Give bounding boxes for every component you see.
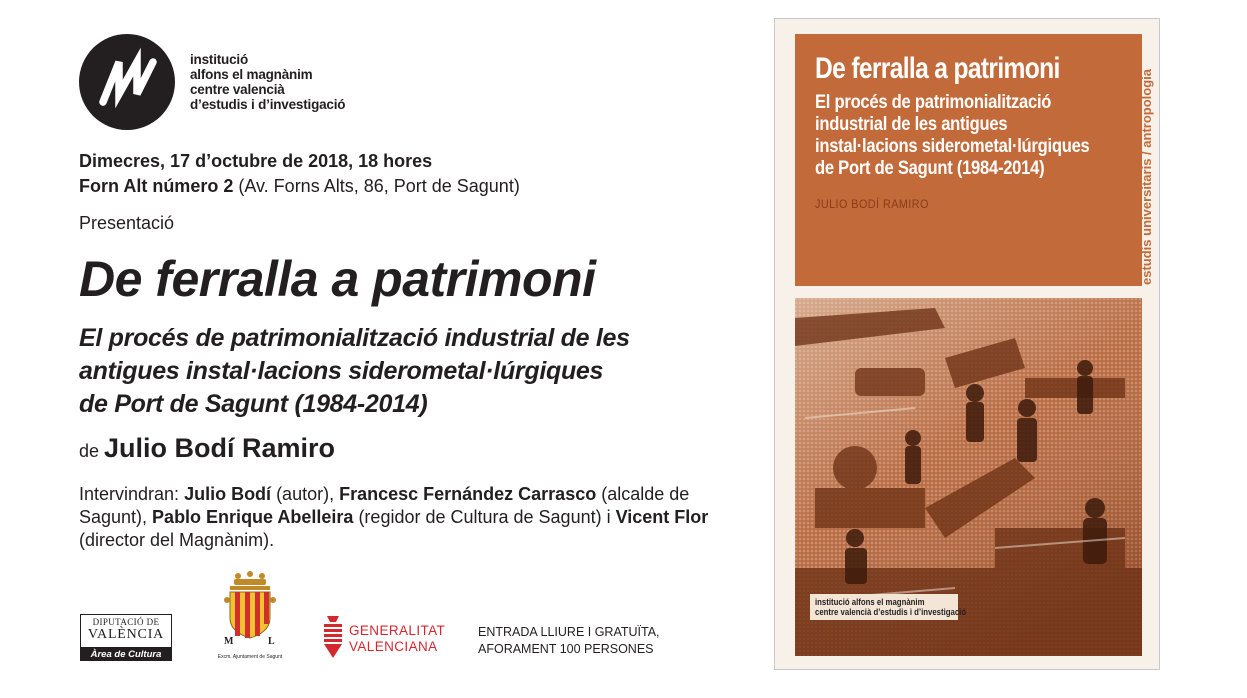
cover-subtitle-line-1: El procés de patrimonialització — [815, 91, 1052, 113]
generalitat-line-2: VALENCIANA — [349, 639, 438, 654]
book-subtitle — [79, 322, 630, 421]
entry-note-line-1: ENTRADA LLIURE I GRATUÏTA, — [478, 625, 660, 639]
magnanim-logo-icon — [79, 34, 175, 130]
speakers-paragraph — [79, 483, 719, 552]
cover-author: JULIO BODÍ RAMIRO — [815, 197, 929, 211]
generalitat-emblem-icon — [321, 614, 345, 660]
diputacio-line-3: Àrea de Cultura — [80, 648, 172, 661]
institution-logo — [79, 34, 175, 130]
institution-line-3: centre valencià — [190, 82, 285, 97]
entry-note-line-2: AFORAMENT 100 PERSONES — [478, 642, 654, 656]
speaker-2-role: (alcalde de Sagunt), — [79, 484, 690, 527]
book-subtitle-line-3: de Port de Sagunt (1984-2014) — [79, 390, 428, 418]
ajuntament-letter-m: M — [224, 636, 234, 647]
book-subtitle-line-1: El procés de patrimonialització industrial de les — [79, 324, 630, 352]
book-subtitle-line-2: antigues instal·lacions siderometal·lúrgiques — [79, 357, 604, 385]
speakers-intro: Intervindran: — [79, 484, 185, 504]
institution-line-2: alfons el magnànim — [190, 67, 313, 82]
entry-note — [478, 624, 660, 658]
speaker-3-name: Pablo Enrique Abelleira — [152, 507, 354, 527]
cover-series-text: estudis universitaris / antropologia — [1139, 69, 1154, 285]
cover-subtitle-line-4: de Port de Sagunt (1984-2014) — [815, 157, 1045, 179]
cover-subtitle-line-3: instal·lacions siderometal·lúrgiques — [815, 135, 1090, 157]
diputacio-valencia-logo — [80, 614, 172, 661]
event-venue — [79, 176, 520, 197]
institution-line-1: institució — [190, 52, 248, 67]
venue-name: Forn Alt número 2 — [79, 176, 234, 196]
institution-line-4: d’estudis i d’investigació — [190, 97, 346, 112]
event-kind: Presentació — [79, 213, 175, 233]
cover-subtitle-line-2: industrial de les antigues — [815, 113, 1008, 135]
cover-series-label — [1137, 40, 1157, 290]
book-title: De ferralla a patrimoni — [79, 251, 596, 307]
cover-subtitle — [815, 91, 1090, 179]
speaker-4-name: Vicent Flor — [615, 507, 709, 527]
cover-publisher-line-1: institució alfons el magnànim — [815, 597, 925, 608]
ajuntament-sagunt-logo — [218, 570, 282, 664]
diputacio-line-1: DIPUTACIÓ DE — [92, 617, 160, 627]
generalitat-line-1: GENERALITAT — [349, 623, 446, 638]
cover-publisher-line-2: centre valencià d’estudis i d’investigació — [815, 607, 967, 618]
cover-title: De ferralla a patrimoni — [815, 52, 1060, 85]
institution-name — [190, 52, 345, 112]
speaker-2-name: Francesc Fernández Carrasco — [339, 484, 597, 504]
speaker-1-role: (autor), — [271, 484, 340, 504]
generalitat-valenciana-logo — [321, 614, 456, 660]
author-prefix: de — [79, 441, 105, 461]
cover-publisher — [815, 598, 966, 618]
book-author — [79, 433, 335, 464]
ajuntament-letter-l: L — [268, 636, 275, 647]
speaker-4-role: (director del Magnànim). — [79, 530, 275, 550]
venue-address: (Av. Forns Alts, 86, Port de Sagunt) — [233, 176, 520, 196]
author-name: Julio Bodí Ramiro — [104, 433, 336, 463]
event-datetime: Dimecres, 17 d’octubre de 2018, 18 hores — [79, 151, 433, 171]
speaker-3-role: (regidor de Cultura de Sagunt) i — [353, 507, 616, 527]
speaker-1-name: Julio Bodí — [184, 484, 272, 504]
diputacio-line-2: VALÈNCIA — [87, 627, 165, 642]
ajuntament-caption: Excm. Ajuntament de Sagunt — [217, 654, 283, 660]
